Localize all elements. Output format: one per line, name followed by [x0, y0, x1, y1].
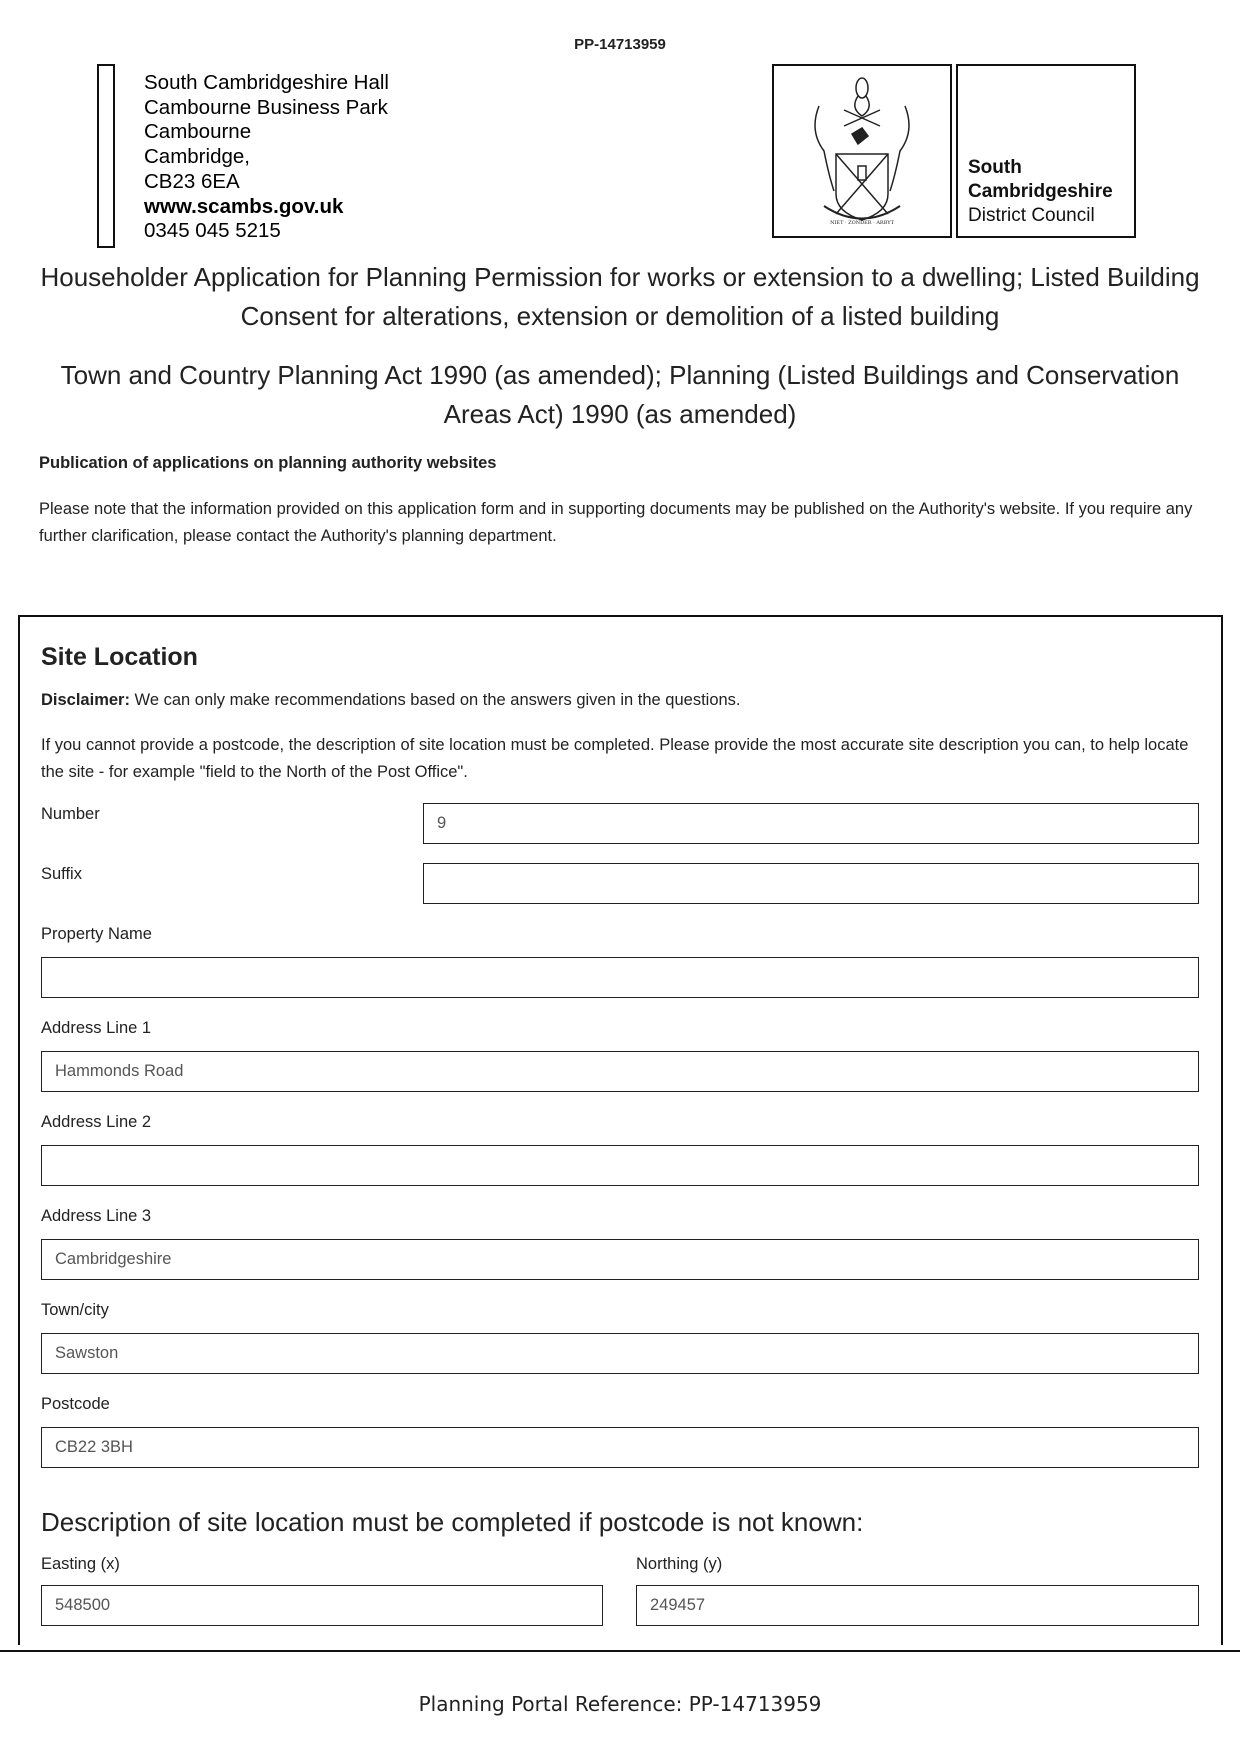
publication-text: Please note that the information provided on this application form and in supporting documents may be published on the Authority's website. If you require any further clarification, please contact the Authority's planning department.	[39, 500, 1193, 545]
property-name-label: Property Name	[41, 925, 152, 943]
address-line: South Cambridgeshire Hall	[144, 71, 389, 94]
number-field[interactable]: 9	[423, 803, 1199, 844]
town-field[interactable]: Sawston	[41, 1333, 1199, 1374]
publication-heading: Publication of applications on planning authority websites	[39, 454, 497, 472]
council-website: www.scambs.gov.uk	[144, 194, 344, 218]
northing-label: Northing (y)	[636, 1555, 723, 1573]
council-address	[144, 71, 389, 244]
description-heading: Description of site location must be completed if postcode is not known:	[41, 1507, 864, 1537]
property-name-field[interactable]	[41, 957, 1199, 998]
number-label: Number	[41, 805, 100, 823]
council-phone: 0345 045 5215	[144, 219, 281, 243]
address-line-3-field[interactable]: Cambridgeshire	[41, 1239, 1199, 1280]
coat-of-arms-icon	[774, 66, 950, 236]
postcode-label: Postcode	[41, 1395, 110, 1413]
address-bar-decoration	[97, 64, 115, 248]
footer-reference: Planning Portal Reference: PP-14713959	[418, 1692, 822, 1716]
page-divider	[0, 1650, 1240, 1652]
postcode-field[interactable]: CB22 3BH	[41, 1427, 1199, 1468]
address-line: Cambridge,	[144, 145, 250, 169]
logo-name-line: District Council	[968, 205, 1095, 226]
site-location-intro: If you cannot provide a postcode, the description of site location must be completed. Please provide the most accurate site description you can, to help locate the site - for example "field to the North of the Post Office".	[41, 736, 1189, 781]
suffix-field[interactable]	[423, 863, 1199, 904]
town-label: Town/city	[41, 1301, 109, 1319]
address-line: Cambourne Business Park	[144, 95, 388, 119]
easting-field[interactable]: 548500	[41, 1585, 603, 1626]
address-postcode: CB23 6EA	[144, 169, 240, 193]
address-line-3-label: Address Line 3	[41, 1207, 152, 1225]
disclaimer	[41, 691, 741, 710]
logo-name-line: Cambridgeshire	[968, 181, 1113, 202]
reference-number: PP-14713959	[574, 36, 666, 53]
address-line-1-label: Address Line 1	[41, 1019, 152, 1037]
logo-name-line: South	[968, 157, 1022, 178]
easting-label: Easting (x)	[41, 1555, 120, 1573]
suffix-label: Suffix	[41, 865, 82, 883]
section-heading: Site Location	[41, 643, 198, 671]
crest-motto: NIET · ZONDER · ARBYT	[830, 220, 894, 226]
address-line: Cambourne	[144, 120, 252, 144]
form-title: Householder Application for Planning Permission for works or extension to a dwelling; Listed Building Consent for alterations, extension or demolition of a listed building	[40, 262, 1200, 331]
council-name-logo	[956, 64, 1136, 238]
disclaimer-label: Disclaimer:	[41, 691, 130, 709]
disclaimer-text: We can only make recommendations based on the answers given in the questions.	[129, 691, 741, 709]
address-line-1-field[interactable]: Hammonds Road	[41, 1051, 1199, 1092]
form-legislation: Town and Country Planning Act 1990 (as amended); Planning (Listed Buildings and Conservation Areas Act) 1990 (as amended)	[60, 360, 1180, 429]
address-line-2-field[interactable]	[41, 1145, 1199, 1186]
address-line-2-label: Address Line 2	[41, 1113, 152, 1131]
council-crest-logo	[772, 64, 952, 238]
northing-field[interactable]: 249457	[636, 1585, 1199, 1626]
